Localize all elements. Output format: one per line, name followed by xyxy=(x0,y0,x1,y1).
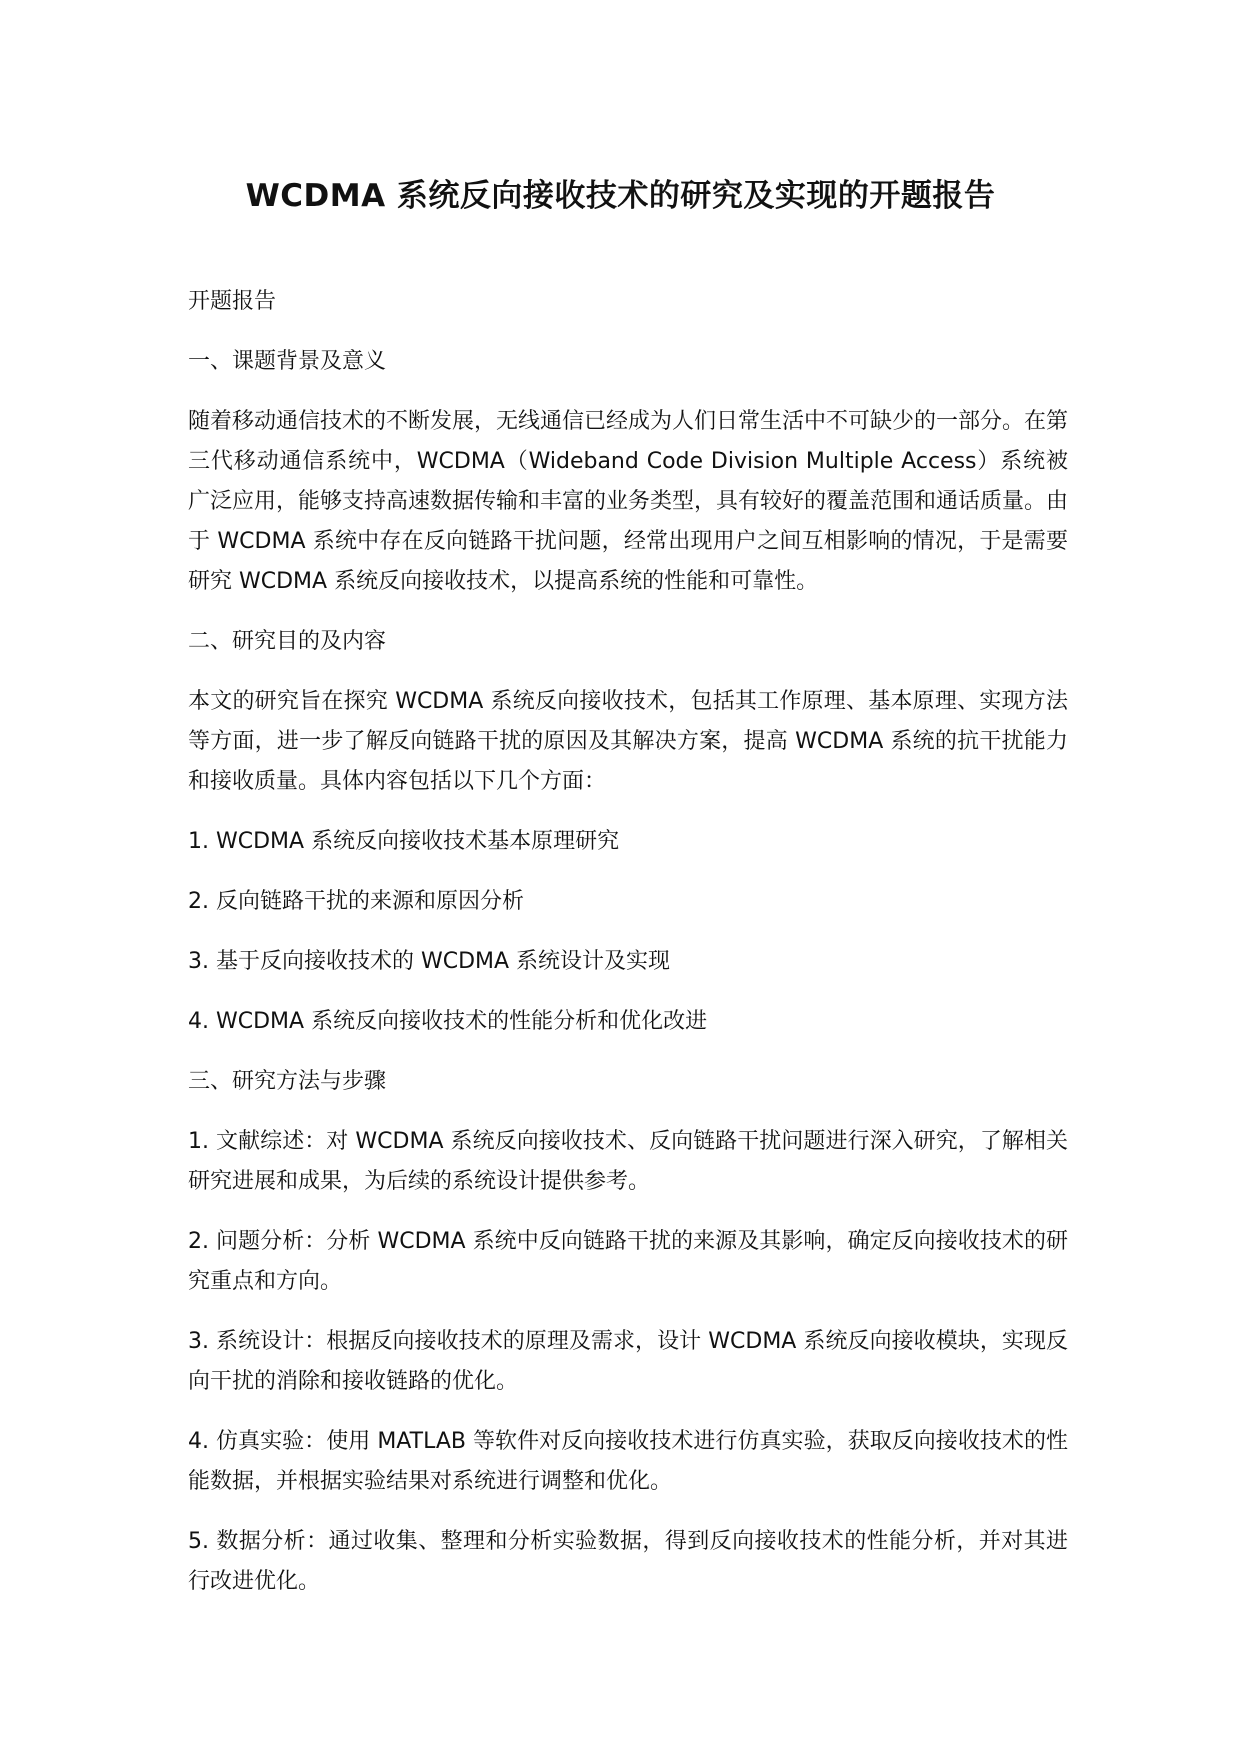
section-heading-methods: 三、研究方法与步骤 xyxy=(188,1069,387,1094)
method-step: 2. 问题分析：分析 WCDMA 系统中反向链路干扰的来源及其影响，确定反向接收技术的研究重点和方向。 xyxy=(188,1229,1068,1294)
document-body xyxy=(188,282,1068,1622)
section-heading-background: 一、课题背景及意义 xyxy=(188,349,387,374)
method-step: 1. 文献综述：对 WCDMA 系统反向接收技术、反向链路干扰问题进行深入研究，了解相关研究进展和成果，为后续的系统设计提供参考。 xyxy=(188,1129,1068,1194)
list-item: 2. 反向链路干扰的来源和原因分析 xyxy=(188,889,524,914)
method-step: 3. 系统设计：根据反向接收技术的原理及需求，设计 WCDMA 系统反向接收模块，实现反向干扰的消除和接收链路的优化。 xyxy=(188,1329,1068,1394)
document-title: WCDMA 系统反向接收技术的研究及实现的开题报告 xyxy=(245,178,996,214)
method-step: 5. 数据分析：通过收集、整理和分析实验数据，得到反向接收技术的性能分析，并对其进行改进优化。 xyxy=(188,1529,1068,1594)
list-item: 3. 基于反向接收技术的 WCDMA 系统设计及实现 xyxy=(188,949,671,974)
method-step: 4. 仿真实验：使用 MATLAB 等软件对反向接收技术进行仿真实验，获取反向接收技术的性能数据，并根据实验结果对系统进行调整和优化。 xyxy=(188,1429,1068,1494)
section-heading-objectives: 二、研究目的及内容 xyxy=(188,629,387,654)
list-item: 4. WCDMA 系统反向接收技术的性能分析和优化改进 xyxy=(188,1009,708,1034)
paragraph-background: 随着移动通信技术的不断发展，无线通信已经成为人们日常生活中不可缺少的一部分。在第三代移动通信系统中，WCDMA（Wideband Code Division Multiple Access）系统被广泛应用，能够支持高速数据传输和丰富的业务类型，具有较好的覆盖范围和通话质量。由于 WCDMA 系统中存在反向链路干扰问题，经常出现用户之间互相影响的情况，于是需要研究 WCDMA 系统反向接收技术，以提高系统的性能和可靠性。 xyxy=(188,409,1069,594)
paragraph-objectives: 本文的研究旨在探究 WCDMA 系统反向接收技术，包括其工作原理、基本原理、实现方法等方面，进一步了解反向链路干扰的原因及其解决方案，提高 WCDMA 系统的抗干扰能力和接收质量。具体内容包括以下几个方面： xyxy=(188,689,1068,794)
list-item: 1. WCDMA 系统反向接收技术基本原理研究 xyxy=(188,829,620,854)
section-label: 开题报告 xyxy=(188,289,277,314)
